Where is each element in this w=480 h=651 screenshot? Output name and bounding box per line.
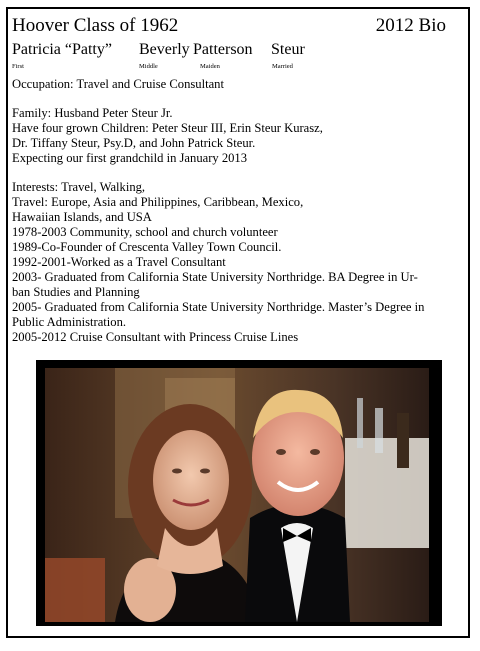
- page-title: Hoover Class of 1962: [12, 15, 179, 36]
- married-name-label: Married: [272, 63, 293, 70]
- children-line-2: Dr. Tiffany Steur, Psy.D, and John Patrick Steur.: [12, 136, 256, 150]
- occupation-line: Occupation: Travel and Cruise Consultant: [12, 77, 224, 91]
- married-name: Steur: [271, 41, 305, 58]
- middle-name-label: Middle: [139, 63, 158, 70]
- timeline-item: 2005-2012 Cruise Consultant with Princess Cruise Lines: [12, 330, 299, 344]
- travel-line-2: Hawaiian Islands, and USA: [12, 210, 152, 224]
- maiden-name: Patterson: [193, 41, 253, 58]
- timeline-item: 1992-2001-Worked as a Travel Consultant: [12, 255, 226, 269]
- timeline-item-continued: Public Administration.: [12, 315, 127, 329]
- children-line: Have four grown Children: Peter Steur III, Erin Steur Kurasz,: [12, 121, 323, 135]
- timeline-item: 2003- Graduated from California State University Northridge. BA Degree in Ur-: [12, 270, 418, 284]
- first-name: Patricia “Patty”: [12, 41, 112, 58]
- header: [12, 15, 446, 39]
- travel-line: Travel: Europe, Asia and Philippines, Caribbean, Mexico,: [12, 195, 304, 209]
- middle-name: Beverly: [139, 41, 190, 58]
- maiden-name-label: Maiden: [200, 63, 220, 70]
- family-line: Family: Husband Peter Steur Jr.: [12, 106, 173, 120]
- bio-year: 2012 Bio: [375, 15, 446, 36]
- timeline-item: 1989-Co-Founder of Crescenta Valley Town Council.: [12, 240, 282, 254]
- couple-photo: [45, 368, 429, 622]
- timeline-item: 1978-2003 Community, school and church volunteer: [12, 225, 278, 239]
- grandchild-line: Expecting our first grandchild in January 2013: [12, 151, 248, 165]
- timeline-item-continued: ban Studies and Planning: [12, 285, 140, 299]
- first-name-label: First: [12, 63, 24, 70]
- interests-line: Interests: Travel, Walking,: [12, 180, 146, 194]
- timeline-item: 2005- Graduated from California State University Northridge. Master’s Degree in: [12, 300, 425, 314]
